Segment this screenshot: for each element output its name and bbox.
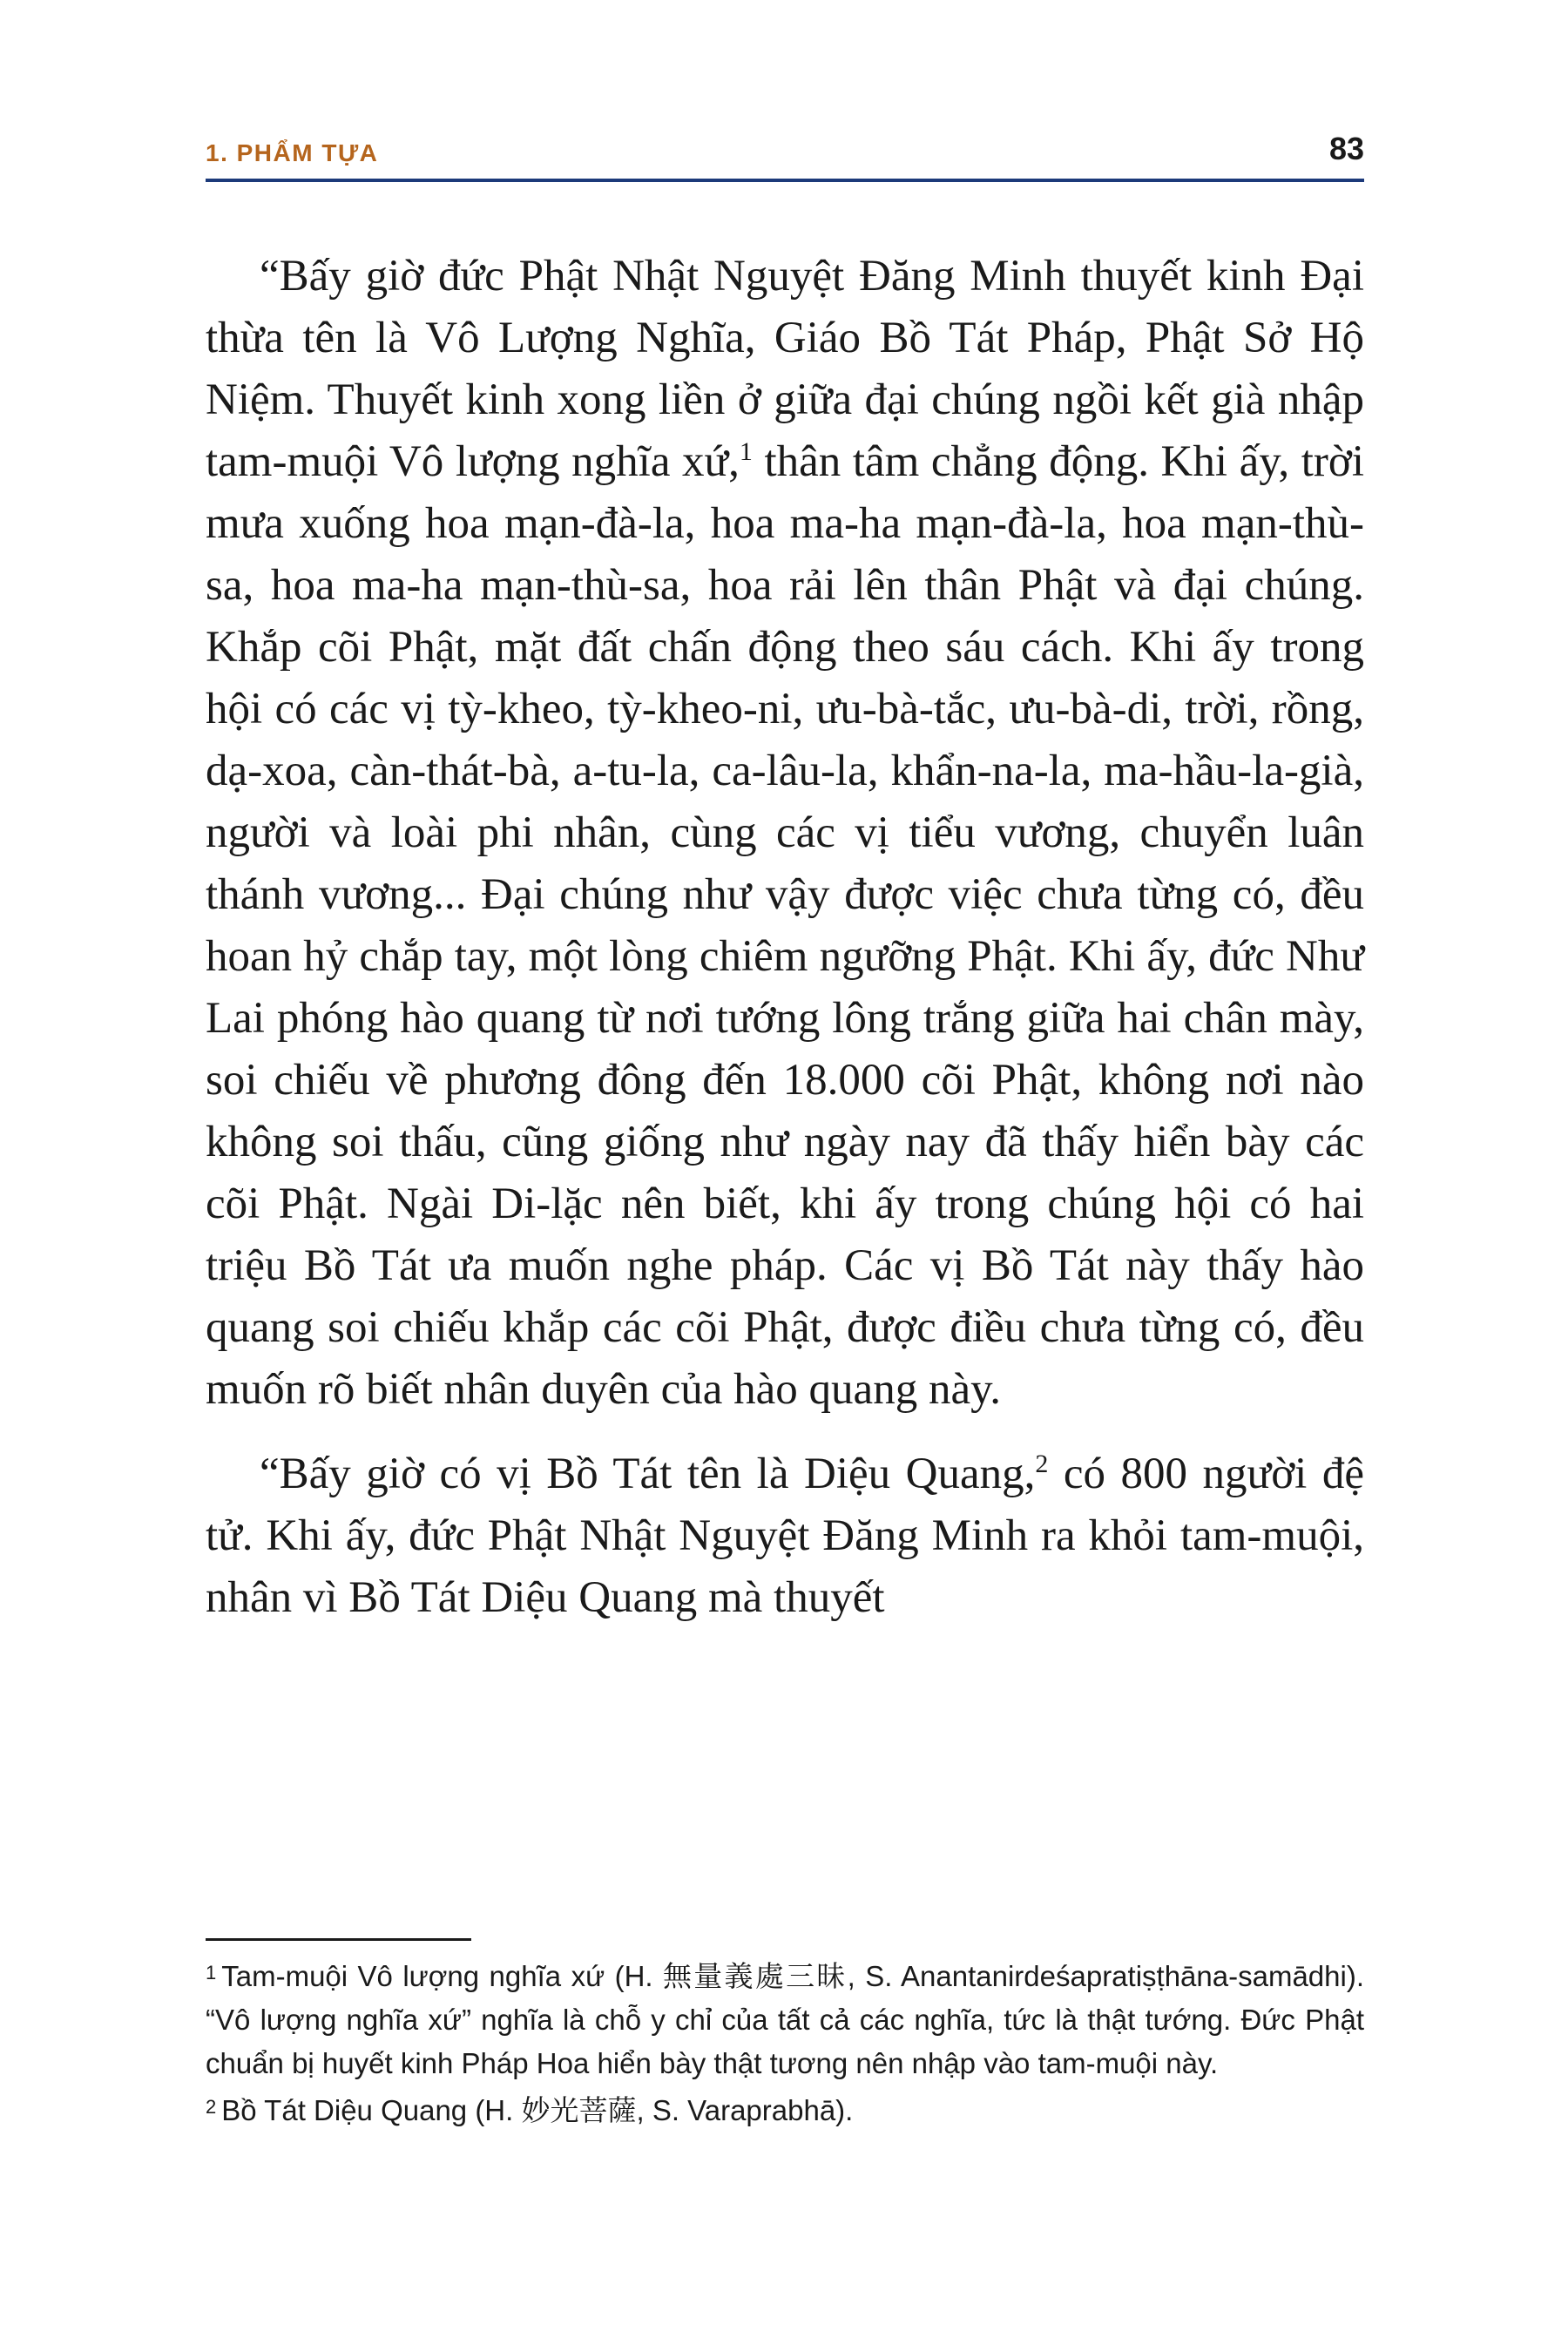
footnote-rule [206, 1938, 471, 1941]
footnote-1-text: Tam-muội Vô lượng nghĩa xứ (H. 無量義處三昧, S. Anantanirdeśapratiṣṭhāna-samādhi). “Vô lượng nghĩa xứ” nghĩa là chỗ y chỉ của tất cả các nghĩa, tức là thật tướng. Đức Phật chuẩn bị huyết kinh Pháp Hoa hiển bày thật tương nên nhập vào tam-muội này. [206, 1960, 1364, 2079]
footnote-1 [206, 1951, 1364, 2085]
footnote-2 [206, 2085, 1364, 2132]
main-text [206, 246, 1364, 1652]
paragraph-1-text-a: “Bấy giờ đức Phật Nhật Nguyệt Đăng Minh thuyết kinh Đại thừa tên là Vô Lượng Nghĩa, Giáo Bồ Tát Pháp, Phật Sở Hộ Niệm. Thuyết kinh xong liền ở giữa đại chúng ngồi kết già nhập tam-muội Vô lượng nghĩa xứ, [206, 252, 1364, 486]
footnote-2-text: Bồ Tát Diệu Quang (H. 妙光菩薩, S. Varaprabhā). [221, 2094, 854, 2126]
running-header [206, 131, 1364, 179]
page-number: 83 [1328, 131, 1364, 166]
footnote-1-mark: 1 [206, 1962, 217, 1984]
chapter-title: 1. PHẨM TỰA [206, 139, 379, 166]
footnotes [206, 1951, 1364, 2132]
paragraph-2-text-a: “Bấy giờ có vị Bồ Tát tên là Diệu Quang, [260, 1450, 1036, 1498]
footnote-2-mark: 2 [206, 2096, 217, 2118]
paragraph-1-text-b: thân tâm chẳng động. Khi ấy, trời mưa xuống hoa mạn-đà-la, hoa ma-ha mạn-đà-la, hoa mạn-thù-sa, hoa ma-ha mạn-thù-sa, hoa rải lên thân Phật và đại chúng. Khắp cõi Phật, mặt đất chấn động theo sáu cách. Khi ấy trong hội có các vị tỳ-kheo, tỳ-kheo-ni, ưu-bà-tắc, ưu-bà-di, trời, rồng, dạ-xoa, càn-thát-bà, a-tu-la, ca-lâu-la, khẩn-na-la, ma-hầu-la-già, người và loài phi nhân, cùng các vị tiểu vương, chuyển luân thánh vương... Đại chúng như vậy được việc chưa từng có, đều hoan hỷ chắp tay, một lòng chiêm ngưỡng Phật. Khi ấy, đức Như Lai phóng hào quang từ nơi tướng lông trắng giữa hai chân mày, soi chiếu về phương đông đến 18.000 cõi Phật, không nơi nào không soi thấu, cũng giống như ngày nay đã thấy hiển bày các cõi Phật. Ngài Di-lặc nên biết, khi ấy trong chúng hội có hai triệu Bồ Tát ưa muốn nghe pháp. Các vị Bồ Tát này thấy hào quang soi chiếu khắp các cõi Phật, được điều chưa từng có, đều muốn rõ biết nhân duyên của hào quang này. [206, 437, 1364, 1414]
footnote-ref-1[interactable]: 1 [739, 437, 753, 466]
paragraph-2-text-b: có 800 người đệ tử. Khi ấy, đức Phật Nhật Nguyệt Đăng Minh ra khỏi tam-muội, nhân vì Bồ Tát Diệu Quang mà thuyết [206, 1450, 1364, 1622]
paragraph-1 [206, 246, 1364, 1421]
header-rule [206, 179, 1364, 182]
footnote-ref-2[interactable]: 2 [1035, 1450, 1049, 1478]
paragraph-2 [206, 1443, 1364, 1629]
